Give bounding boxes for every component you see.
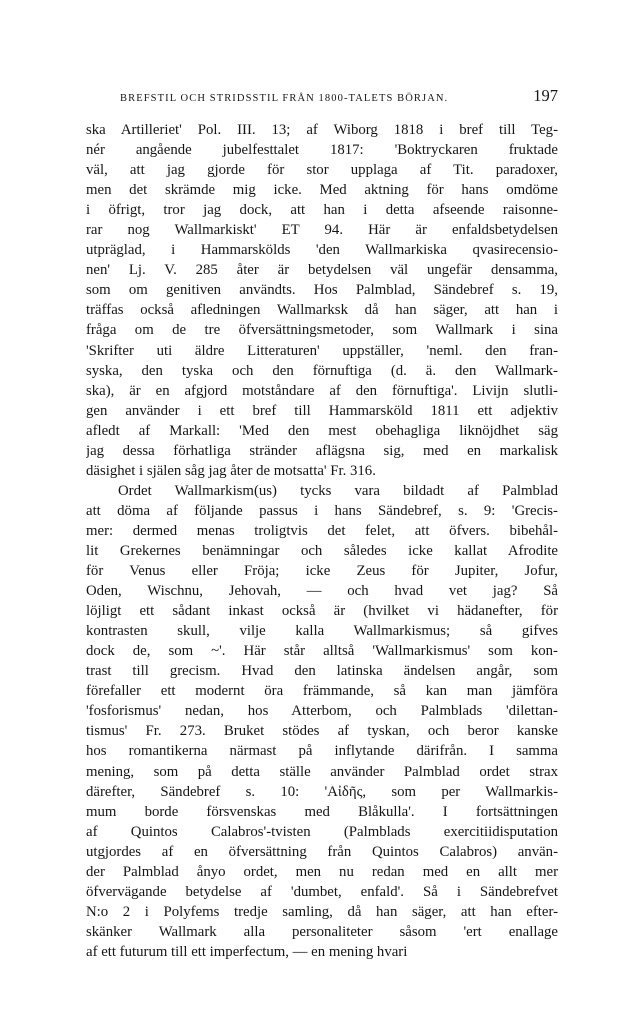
text-line: kontrasten skull, vilje kalla Wallmarkismus; så gifves: [86, 623, 558, 640]
text-line: 'fosforismus' nedan, hos Atterbom, och Palmblads 'dilettan-: [86, 703, 558, 720]
text-line: tismus' Fr. 273. Bruket stödes af tyskan, och beror kanske: [86, 723, 558, 740]
text-line: mer: dermed menas troligtvis det felet, att öfvers. bibehål-: [86, 522, 558, 539]
text-line: förefaller ett modernt öra främmande, så kan man jämföra: [86, 683, 558, 700]
text-line: i öfrigt, tror jag dock, att han i detta afseende raisonne-: [86, 202, 558, 219]
text-line: afledt af Markall: 'Med den mest obehagliga liknöjdhet säg: [86, 422, 558, 439]
text-line: der Palmblad ånyo ordet, men nu redan med en allt mer: [86, 863, 558, 880]
text-line: nér angående jubelfesttalet 1817: 'Boktryckaren fruktade: [86, 142, 558, 159]
text-line: dock de, som ~'. Här står alltså 'Wallmarkismus' som kon-: [86, 643, 558, 660]
text-line: mum borde försvenskas med Blåkulla'. I fortsättningen: [86, 803, 558, 820]
text-line: utgjordes af en öfversättning från Quintos Calabros) använ-: [86, 843, 558, 860]
text-line: N:o 2 i Polyfems tredje samling, då han säger, att han efter-: [86, 903, 558, 920]
body-text: [86, 120, 558, 962]
page-number: 197: [533, 86, 558, 105]
text-line: mening, som på detta ställe använder Palmblad ordet strax: [86, 763, 558, 780]
text-line: syska, den tyska och den förnuftiga (d. ä. den Wallmark-: [86, 362, 558, 379]
text-line: rar nog Wallmarkiskt' ET 94. Här är enfaldsbetydelsen: [86, 222, 558, 239]
text-line: ska Artilleriet' Pol. III. 13; af Wiborg 1818 i bref till Teg-: [86, 122, 558, 138]
text-line: gen använder i ett bref till Hammarsköld 1811 ett adjektiv: [86, 402, 558, 419]
text-line: utpräglad, i Hammarskölds 'den Wallmarkiska qvasirecensio-: [86, 242, 558, 259]
text-line: men det skrämde mig icke. Med aktning för hans omdöme: [86, 182, 558, 199]
text-line: af ett futurum till ett imperfectum, — en mening hvari: [86, 943, 408, 960]
text-line: öfvervägande betydelse af 'dumbet, enfald'. Så i Sändebrefvet: [86, 883, 558, 900]
text-line: jag dessa förhatliga stränder aflägsna sig, med en markalisk: [86, 442, 558, 459]
text-line: för Venus eller Fröja; icke Zeus för Jupiter, Jofur,: [86, 563, 558, 580]
text-line: nen' Lj. V. 285 åter är betydelsen väl ungefär densamma,: [86, 262, 558, 279]
text-line: trast till grecism. Hvad den latinska ändelsen angår, som: [86, 663, 558, 680]
text-line: löjligt ett sådant inkast också är (hvilket vi hädanefter, för: [86, 603, 558, 620]
text-line: Oden, Wischnu, Jehovah, — och hvad vet jag? Så: [86, 583, 558, 600]
text-line: fråga om de tre öfversättningsmetoder, som Wallmark i sina: [86, 322, 558, 339]
text-line: därefter, Sändebref s. 10: 'Αἰδῆς, som per Wallmarkis-: [86, 783, 558, 800]
text-line: ska), är en afgjord motståndare af den förnuftiga'. Livijn slutli-: [86, 382, 558, 399]
text-line: Ordet Wallmarkism(us) tycks vara bildadt af Palmblad: [118, 482, 558, 499]
text-line: att döma af följande passus i hans Sändebref, s. 9: 'Grecis-: [86, 502, 558, 519]
text-line: hos romantikerna närmast på inflytande därifrån. I samma: [86, 743, 558, 760]
text-line: som om genitiven användts. Hos Palmblad, Sändebref s. 19,: [86, 282, 558, 299]
text-line: af Quintos Calabros'-tvisten (Palmblads exercitiidisputation: [86, 823, 558, 840]
text-line: träffas också afledningen Wallmarksk då han säger, att han i: [86, 302, 558, 319]
text-line: 'Skrifter uti äldre Litteraturen' uppställer, 'neml. den fran-: [86, 342, 558, 359]
running-head: BREFSTIL OCH STRIDSSTIL FRÅN 1800-TALETS BÖRJAN.: [120, 93, 449, 104]
page-header: [86, 86, 558, 110]
text-line: lit Grekernes benämningar och således icke kallat Afrodite: [86, 542, 558, 559]
text-line: väl, att jag gjorde för stor upplaga af Tit. paradoxer,: [86, 162, 558, 179]
text-line: skänker Wallmark alla personaliteter såsom 'ert enallage: [86, 923, 558, 940]
text-line: däsighet i själen såg jag åter de motsatta' Fr. 316.: [86, 462, 376, 479]
